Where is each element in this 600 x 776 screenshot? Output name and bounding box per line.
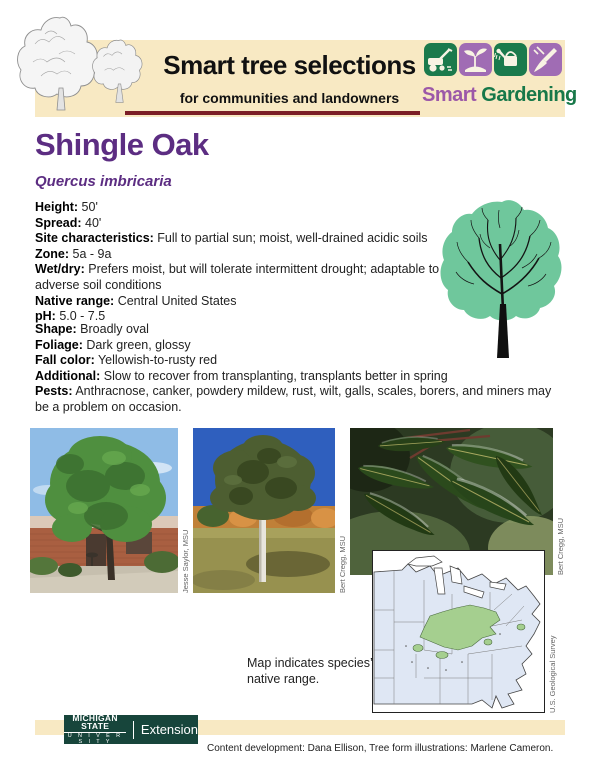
- header-subtitle: for communities and landowners: [179, 90, 400, 106]
- photo-credit: Jesse Saylor, MSU: [181, 529, 190, 593]
- native-range-map: [372, 550, 545, 713]
- spec-label: Wet/dry:: [35, 262, 85, 277]
- header-underline: [125, 111, 420, 115]
- spec-label: pH:: [35, 309, 56, 324]
- spec-value: Yellowish-to-rusty red: [97, 353, 218, 368]
- spec-row: [35, 262, 475, 293]
- spec-value: Full to partial sun; moist, well-drained acidic soils: [157, 231, 428, 246]
- spec-value: Prefers moist, but will tolerate intermittent drought; adaptable to adverse soil conditions: [35, 262, 440, 292]
- spec-label: Site characteristics:: [35, 231, 154, 246]
- map-caption: Map indicates species’ native range.: [247, 656, 373, 686]
- photo-credit: Bert Cregg, MSU: [556, 517, 565, 575]
- wordmark-gardening: Gardening: [481, 84, 577, 106]
- spec-label: Spread:: [35, 215, 82, 230]
- tree-form-illustration: [438, 198, 568, 358]
- lawnmower-icon: [424, 43, 457, 76]
- smart-gardening-logo: [424, 43, 562, 76]
- latin-name: Quercus imbricaria: [35, 173, 172, 190]
- tree-sketch-illustration: [15, 14, 150, 116]
- photo-shingle-oak-park: [193, 428, 335, 593]
- spec-label: Zone:: [35, 246, 70, 261]
- spec-row: [35, 247, 475, 263]
- spec-value: Broadly oval: [80, 322, 149, 336]
- spec-row: [35, 216, 475, 232]
- spec-label: Additional:: [35, 368, 101, 383]
- spec-value: Slow to recover from transplanting, transplants better in spring: [103, 368, 448, 383]
- extension-label: Extension: [140, 722, 198, 737]
- logo-divider: [133, 721, 134, 739]
- photo-shingle-oak-building: [30, 428, 178, 593]
- msu-wordmark: MICHIGAN STATE U N I V E R S I T Y: [64, 714, 126, 746]
- spec-value: Dark green, glossy: [86, 337, 191, 352]
- wordmark-smart: Smart: [422, 84, 477, 106]
- spec-value: 50': [81, 200, 98, 214]
- spec-value: 5a - 9a: [72, 246, 112, 261]
- spec-value: 40': [85, 215, 102, 230]
- smart-gardening-wordmark: [422, 84, 577, 107]
- map-credit: U.S. Geological Survey: [548, 635, 557, 713]
- msu-extension-logo: [64, 712, 198, 745]
- spec-value: Central United States: [117, 293, 237, 308]
- spec-label: Fall color:: [35, 353, 95, 368]
- spec-row: [35, 200, 475, 216]
- trowel-icon: [529, 43, 562, 76]
- spec-row: [35, 231, 475, 247]
- spec-label: Pests:: [35, 384, 73, 399]
- spec-label: Native range:: [35, 293, 115, 308]
- spec-label: Shape:: [35, 322, 77, 336]
- page-title: Shingle Oak: [35, 127, 209, 162]
- spec-row: [35, 384, 567, 415]
- footer-credit: Content development: Dana Ellison, Tree form illustrations: Marlene Cameron.: [207, 743, 554, 754]
- spec-list-primary: [35, 200, 475, 325]
- watering-can-icon: [494, 43, 527, 76]
- spec-row: [35, 369, 567, 385]
- photo-credit: Bert Cregg, MSU: [338, 535, 347, 593]
- header-title: Smart tree selections: [163, 50, 416, 80]
- spec-label: Height:: [35, 200, 79, 214]
- spec-value: 5.0 - 7.5: [59, 309, 106, 324]
- spec-label: Foliage:: [35, 337, 83, 352]
- spec-value: Anthracnose, canker, powdery mildew, rust, wilt, galls, scales, borers, and miners may be a problem on occasion.: [35, 384, 552, 414]
- seedling-icon: [459, 43, 492, 76]
- spec-row: [35, 294, 475, 310]
